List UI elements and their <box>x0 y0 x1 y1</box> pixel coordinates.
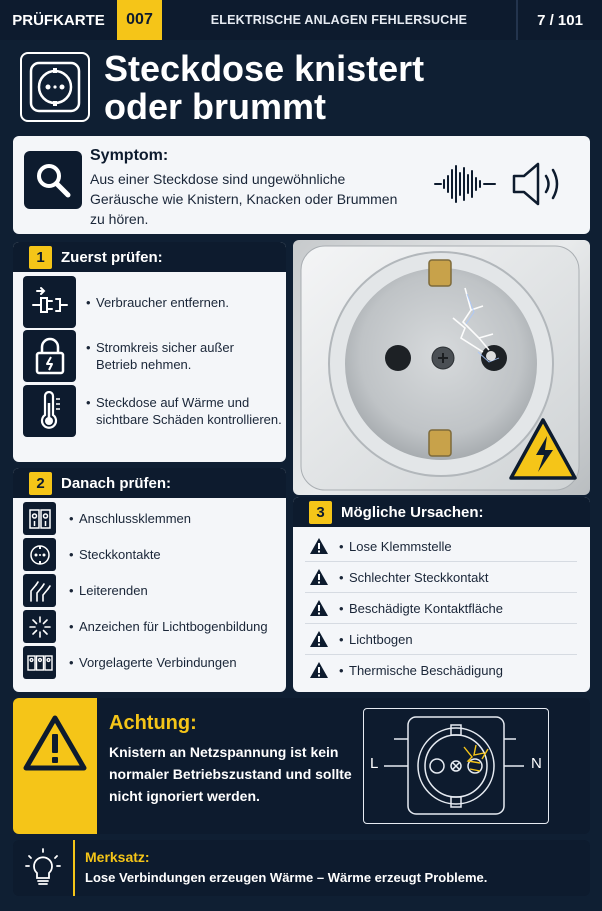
second-check-panel <box>13 468 286 692</box>
first-check-text-cont: Betrieb nehmen. <box>96 357 192 372</box>
sound-wave-icon <box>433 164 499 204</box>
second-check-item: • Vorgelagerte Verbindungen <box>13 646 286 682</box>
cause-text: Thermische Beschädigung <box>349 663 503 678</box>
step-badge: 3 <box>309 501 332 524</box>
warning-icon <box>309 537 329 555</box>
top-bar <box>0 0 602 40</box>
socket-diagram <box>363 708 549 824</box>
causes-header <box>293 497 590 527</box>
thermometer-icon <box>23 385 76 437</box>
speaker-icon <box>510 158 568 210</box>
merksatz-panel <box>13 840 590 896</box>
page-title <box>104 50 424 126</box>
warning-panel <box>13 698 590 834</box>
symptom-panel <box>13 136 590 234</box>
cause-text: Lose Klemmstelle <box>349 539 452 554</box>
causes-title: Mögliche Ursachen: <box>341 503 484 521</box>
title-line-2: oder brummt <box>104 86 327 127</box>
merksatz-text: Lose Verbindungen erzeugen Wärme – Wärme erzeugt Probleme. <box>85 870 488 885</box>
second-check-text: Vorgelagerte Verbindungen <box>79 655 237 670</box>
first-check-title: Zuerst prüfen: <box>61 248 163 266</box>
cause-text: Schlechter Steckkontakt <box>349 570 489 585</box>
card-number: 007 <box>117 0 162 40</box>
first-check-item: • Steckdose auf Wärme und sichtbare Schäden kontrollieren. <box>13 385 286 440</box>
merksatz-heading: Merksatz: <box>85 849 150 865</box>
first-check-item: • Verbraucher entfernen. <box>13 276 286 331</box>
socket-icon <box>20 52 90 122</box>
second-check-item: • Anzeichen für Lichtbogenbildung <box>13 610 286 646</box>
wire-ends-icon <box>23 574 56 607</box>
arc-icon <box>23 610 56 643</box>
warning-side <box>13 698 97 834</box>
warning-icon <box>309 599 329 617</box>
cause-item: • Thermische Beschädigung <box>305 655 577 686</box>
second-check-header <box>13 468 286 498</box>
first-check-panel <box>13 242 286 462</box>
warning-icon <box>309 568 329 586</box>
card-category: ELEKTRISCHE ANLAGEN FEHLERSUCHE <box>210 13 468 27</box>
header <box>0 40 602 136</box>
line-label: L <box>370 755 379 772</box>
second-check-text: Anzeichen für Lichtbogenbildung <box>79 619 268 634</box>
first-check-text: Verbraucher entfernen. <box>96 295 229 310</box>
first-check-header <box>13 242 286 272</box>
warning-heading: Achtung: <box>109 712 197 734</box>
warning-icon <box>309 661 329 679</box>
cause-item: • Beschädigte Kontaktfläche <box>305 593 577 624</box>
cause-item: • Lichtbogen <box>305 624 577 655</box>
search-icon <box>24 151 82 209</box>
first-check-item: • Stromkreis sicher außer Betrieb nehmen. <box>13 330 286 385</box>
socket-contacts-icon <box>23 538 56 571</box>
second-check-item: • Leiterenden <box>13 574 286 610</box>
first-check-text: Steckdose auf Wärme und <box>96 395 250 410</box>
socket-photo <box>293 240 590 495</box>
causes-panel <box>293 497 590 692</box>
step-badge: 2 <box>29 472 52 495</box>
first-check-text-cont: sichtbare Schäden kontrollieren. <box>96 412 282 427</box>
cause-item: • Schlechter Steckkontakt <box>305 562 577 593</box>
terminal-icon <box>23 502 56 535</box>
connections-icon <box>23 646 56 679</box>
second-check-item: • Steckkontakte <box>13 538 286 574</box>
cause-text: Beschädigte Kontaktfläche <box>349 601 503 616</box>
second-check-text: Leiterenden <box>79 583 148 598</box>
card-label: PRÜFKARTE <box>12 11 105 29</box>
neutral-label: N <box>531 755 542 772</box>
page-indicator: 7 / 101 <box>516 0 602 40</box>
second-check-item: • Anschlussklemmen <box>13 502 286 538</box>
lightbulb-icon <box>13 840 75 896</box>
step-badge: 1 <box>29 246 52 269</box>
title-line-1: Steckdose knistert <box>104 48 425 89</box>
cause-text: Lichtbogen <box>349 632 413 647</box>
second-check-text: Steckkontakte <box>79 547 161 562</box>
warning-icon <box>309 630 329 648</box>
second-check-text: Anschlussklemmen <box>79 511 191 526</box>
symptom-text: Aus einer Steckdose sind ungewöhnliche Geräusche wie Knistern, Knacken oder Brummen zu hören. <box>90 171 398 227</box>
warning-text: Knistern an Netzspannung ist kein normaler Betriebszustand und sollte nicht ignoriert werden. <box>109 744 352 804</box>
second-check-title: Danach prüfen: <box>61 474 172 492</box>
cause-item: • Lose Klemmstelle <box>305 531 577 562</box>
warning-triangle-icon <box>22 714 88 772</box>
lock-icon <box>23 330 76 382</box>
first-check-text: Stromkreis sicher außer <box>96 340 234 355</box>
symptom-heading: Symptom: <box>90 147 169 164</box>
unplug-icon <box>23 276 76 328</box>
